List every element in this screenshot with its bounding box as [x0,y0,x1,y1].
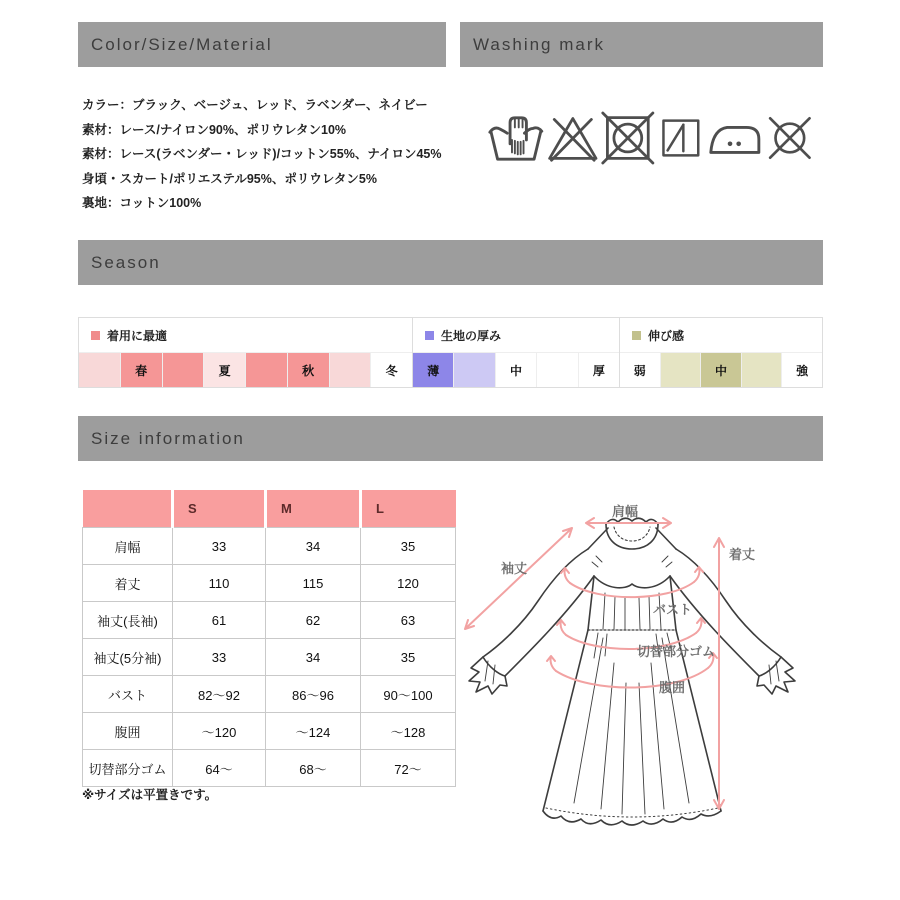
size-cell: 90～100 [361,676,456,713]
season-cell [329,353,371,387]
size-cell: 120 [361,565,456,602]
row-label: 袖丈(5分袖) [83,639,173,676]
stretch-cell-weak: 弱 [620,353,660,387]
thickness-cell-medium: 中 [495,353,536,387]
size-cell: 34 [266,528,361,565]
legend-square-pink [91,331,100,340]
legend-label: 伸び感 [648,328,685,343]
table-row-bust [83,676,456,713]
size-cell: 35 [361,528,456,565]
column-header-s: S [173,490,266,528]
iron-medium-heat-icon [706,108,764,168]
size-cell: 34 [266,639,361,676]
row-label: 肩幅 [83,528,173,565]
row-label: 着丈 [83,565,173,602]
diagram-label-sleeve: 袖丈 [501,561,528,576]
size-cell: 82～92 [173,676,266,713]
hang-dry-in-shade-icon [656,108,706,168]
material-line-color: カラー：ブラック、ベージュ、レッド、ラベンダー、ネイビー [82,98,428,112]
legend-square-purple [425,331,434,340]
material-line-fabric2: 素材：レース(ラベンダー・レッド)/コットン55%、ナイロン45% [82,147,442,161]
diagram-label-shoulder: 肩幅 [612,504,639,519]
section-header-size-information: Size information [78,416,823,461]
column-header-blank [83,490,173,528]
thickness-cell [453,353,494,387]
stretch-cell-medium: 中 [700,353,741,387]
size-table-header-row [83,490,456,528]
legend-label: 生地の厚み [441,328,502,343]
table-row-belly [83,713,456,750]
diagram-label-belly: 腹囲 [659,680,686,695]
diagram-label-elastic: 切替部分ゴム [637,644,716,659]
size-cell: 115 [266,565,361,602]
section-header-color-size-material: Color/Size/Material [78,22,446,67]
stretch-legend [620,318,822,352]
washing-marks [487,107,817,169]
diagram-label-length: 着丈 [729,547,756,562]
size-cell: 61 [173,602,266,639]
row-label: バスト [83,676,173,713]
table-row-elastic [83,750,456,787]
diagram-label-bust: バスト [653,602,693,617]
fabric-thickness-block [413,318,620,387]
size-cell: 35 [361,639,456,676]
season-chart [78,317,823,388]
row-label: 腹囲 [83,713,173,750]
table-row-sleeve-half [83,639,456,676]
stretch-block [620,318,822,387]
size-cell: 33 [173,528,266,565]
season-wear-legend [79,318,412,352]
hand-wash-icon [487,108,545,168]
size-cell: 86～96 [266,676,361,713]
size-cell: 68～ [266,750,361,787]
measurement-diagram [455,478,835,838]
size-cell: 110 [173,565,266,602]
size-cell: ～128 [361,713,456,750]
size-cell: ～120 [173,713,266,750]
season-cell [162,353,204,387]
section-header-washing-mark: Washing mark [460,22,823,67]
row-label: 袖丈(長袖) [83,602,173,639]
section-header-season: Season [78,240,823,285]
size-note: ※サイズは平置きです。 [82,788,218,802]
season-cell [245,353,287,387]
size-cell: 33 [173,639,266,676]
row-label: 切替部分ゴム [83,750,173,787]
season-wear-cells [79,352,412,387]
season-wear-block [79,318,413,387]
size-cell: 62 [266,602,361,639]
material-info [82,93,441,216]
stretch-cell-strong: 強 [781,353,822,387]
legend-label: 着用に最適 [107,328,168,343]
size-cell: 64～ [173,750,266,787]
stretch-cell [741,353,782,387]
size-cell: 72～ [361,750,456,787]
stretch-cell [660,353,701,387]
material-line-body-skirt: 身頃・スカート/ポリエステル95%、ポリウレタン5% [82,171,377,186]
do-not-tumble-dry-icon [600,108,656,168]
season-cell-spring: 春 [120,353,162,387]
column-header-m: M [266,490,361,528]
season-cell [79,353,120,387]
season-cell-autumn: 秋 [287,353,329,387]
size-cell: ～124 [266,713,361,750]
thickness-cell-thick: 厚 [578,353,619,387]
fabric-thickness-legend [413,318,619,352]
do-not-dry-clean-icon [763,108,817,168]
column-header-l: L [361,490,456,528]
table-row-length [83,565,456,602]
thickness-cell-thin: 薄 [413,353,453,387]
do-not-bleach-icon [545,108,601,168]
legend-square-khaki [632,331,641,340]
size-table [82,490,456,787]
fabric-thickness-cells [413,352,619,387]
table-row-sleeve-long [83,602,456,639]
material-line-fabric1: 素材：レース/ナイロン90%、ポリウレタン10% [82,122,347,137]
season-cell-summer: 夏 [203,353,245,387]
season-cell-winter: 冬 [370,353,412,387]
stretch-cells [620,352,822,387]
table-row-shoulder [83,528,456,565]
material-line-lining: 裏地：コットン100% [82,196,202,210]
thickness-cell [536,353,577,387]
size-cell: 63 [361,602,456,639]
